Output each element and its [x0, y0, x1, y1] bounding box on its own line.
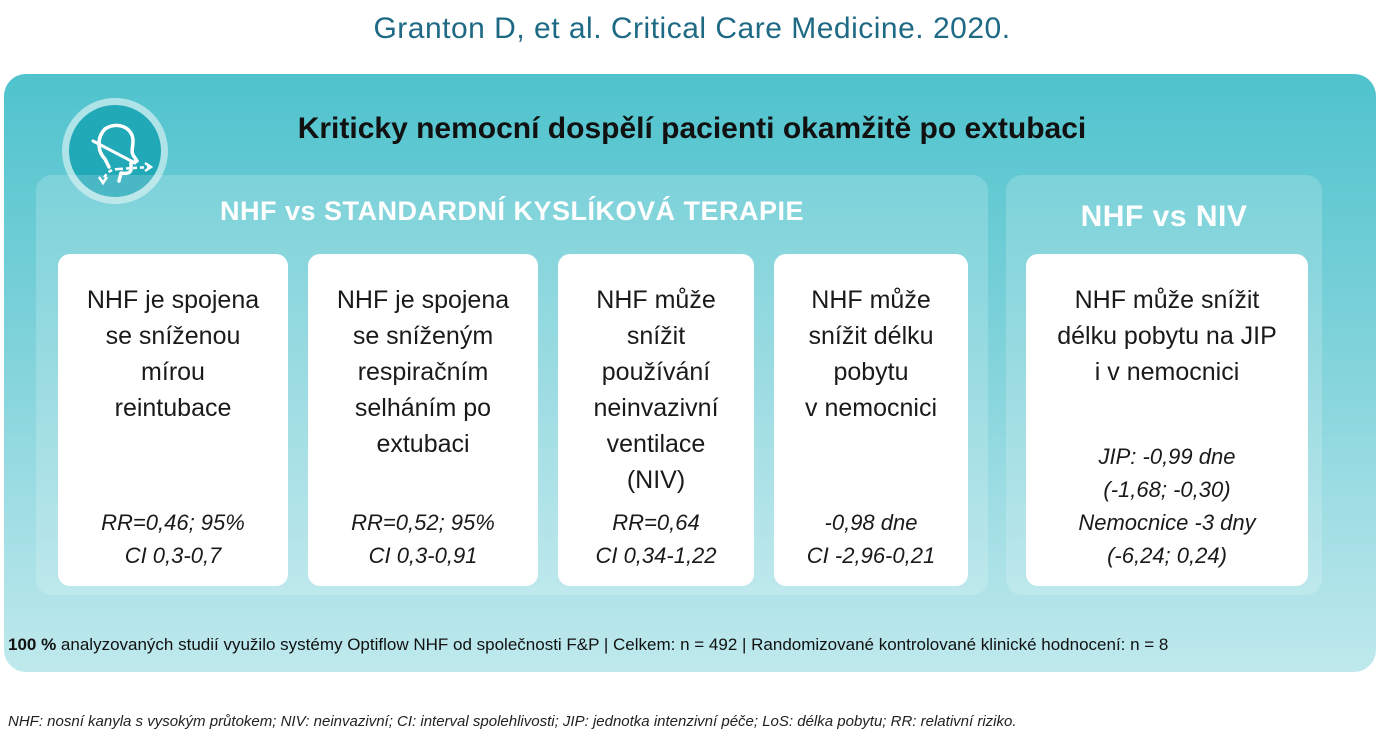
- card-statistic: -0,98 dne CI -2,96-0,21: [806, 510, 936, 568]
- citation: Granton D, et al. Critical Care Medicine. 2020.: [373, 12, 1011, 45]
- card-description: NHF je spojena se sníženou mírou reintubace: [86, 286, 260, 422]
- card-statistic: RR=0,64 CI 0,34-1,22: [595, 510, 717, 568]
- group-title-standard: NHF vs STANDARDNÍ KYSLÍKOVÁ TERAPIE: [219, 196, 805, 226]
- card-niv-use: [558, 254, 754, 586]
- group-title-niv: NHF vs NIV: [1080, 200, 1248, 233]
- card-description: NHF může snížit délku pobytu v nemocnici: [805, 286, 937, 422]
- abbreviations-footnote: NHF: nosní kanyla s vysokým průtokem; NIV: neinvazivní; CI: interval spolehlivosti; JIP: jednotka intenzivní péče; LoS: délka pobytu; RR: relativní riziko.: [8, 713, 1017, 730]
- card-icu-hospital-stay: [1026, 254, 1308, 586]
- card-description: NHF může snížit používání neinvazivní ventilace (NIV): [593, 286, 719, 494]
- study-summary: 100 % analyzovaných studií využilo systémy Optiflow NHF od společnosti F&P | Celkem: n = 492 | Randomizované kontrolované klinické hodnocení: n = 8: [8, 635, 1169, 654]
- card-description: NHF je spojena se sníženým respiračním selháním po extubaci: [336, 286, 510, 458]
- card-respiratory-failure: [308, 254, 538, 586]
- card-description: NHF může snížit délku pobytu na JIP i v nemocnici: [1057, 286, 1277, 386]
- card-reintubation: [58, 254, 288, 586]
- card-statistic: RR=0,46; 95% CI 0,3-0,7: [101, 510, 245, 568]
- card-statistic: RR=0,52; 95% CI 0,3-0,91: [351, 510, 495, 568]
- card-statistic: JIP: -0,99 dne (-1,68; -0,30) Nemocnice -3 dny (-6,24; 0,24): [1078, 444, 1256, 568]
- card-hospital-stay: [774, 254, 968, 586]
- main-title: Kriticky nemocní dospělí pacienti okamžitě po extubaci: [297, 112, 1087, 145]
